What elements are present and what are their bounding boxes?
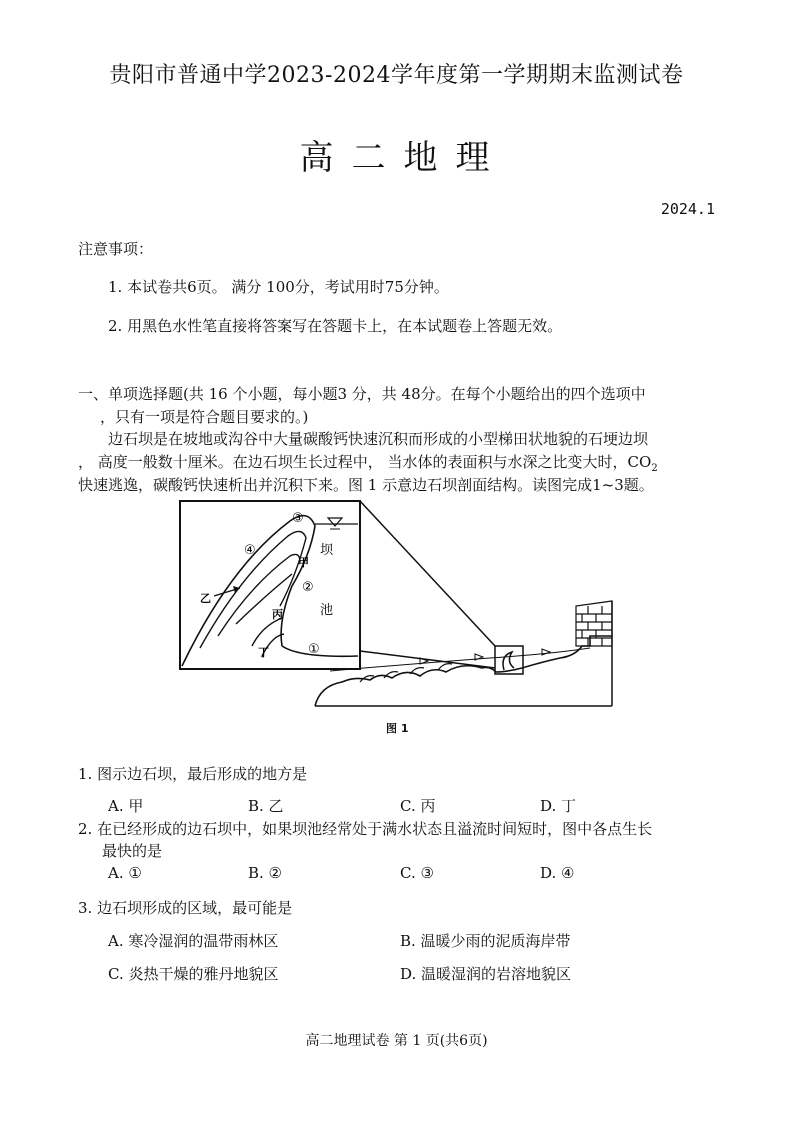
q3-option-b: B. 温暖少雨的泥质海岸带 (400, 932, 571, 950)
q1-stem: 1. 图示边石坝，最后形成的地方是 (78, 765, 308, 783)
notice-item-2: 2. 用黑色水性笔直接将答案写在答题卡上，在本试题卷上答题无效。 (108, 317, 563, 335)
water-level-icon (328, 518, 342, 526)
q3-option-a: A. 寒冷湿润的温带雨林区 (108, 932, 279, 950)
q1-option-b: B. 乙 (248, 797, 284, 815)
figure-1-diagram (170, 496, 620, 736)
q1-option-c: C. 丙 (400, 797, 436, 815)
label-ba: 坝 (320, 543, 334, 558)
q2-option-b: B. ② (248, 864, 283, 882)
q1-option-d: D. 丁 (540, 797, 577, 815)
passage-line-3: 快速逃逸，碳酸钙快速析出并沉积下来。图 1 示意边石坝剖面结构。读图完成1~3题。 (78, 476, 654, 494)
label-chi: 池 (320, 603, 334, 618)
exam-title: 贵阳市普通中学2023-2024学年度第一学期期末监测试卷 (109, 63, 684, 88)
detail-dam-mark (503, 652, 514, 670)
pool-floor (282, 646, 358, 656)
q1-option-a: A. 甲 (108, 797, 144, 815)
notice-heading: 注意事项： (78, 240, 154, 258)
figure-caption: 图 1 (386, 722, 409, 735)
q2-option-c: C. ③ (400, 864, 434, 882)
figure-1 (170, 496, 620, 736)
label-3: ③ (292, 511, 304, 526)
q2-option-d: D. ④ (540, 864, 575, 882)
co2-subscript: 2 (651, 463, 658, 474)
label-yi: 乙 (200, 592, 211, 605)
label-4: ④ (244, 543, 256, 558)
exam-date: 2024.1 (660, 200, 715, 218)
brick-wall (576, 601, 612, 646)
q3-option-c: C. 炎热干燥的雅丹地貌区 (108, 965, 279, 983)
subject-title: 高二地理 (299, 138, 508, 178)
q3-stem: 3. 边石坝形成的区域，最可能是 (78, 899, 293, 917)
label-2: ② (302, 580, 314, 595)
label-ding: 丁 (258, 646, 269, 659)
notice-item-1: 1. 本试卷共6页。 满分 100分，考试用时75分钟。 (108, 278, 449, 296)
passage-line-1: 边石坝是在坡地或沟谷中大量碳酸钙快速沉积而形成的小型梯田状地貌的石埂边坝 (108, 430, 649, 448)
q3-option-d: D. 温暖湿润的岩溶地貌区 (400, 965, 572, 983)
dam-layer-5 (252, 618, 282, 646)
passage-line-2 (78, 451, 658, 474)
q2-option-a: A. ① (108, 864, 142, 882)
projection-line-top (360, 501, 495, 646)
passage-line-2-text: ， 高度一般数十厘米。在边石坝生长过程中， 当水体的表面积与水深之比变大时，CO (78, 453, 652, 471)
label-bing: 丙 (272, 608, 283, 621)
dam-layer-3 (218, 554, 300, 636)
page-footer: 高二地理试卷 第 1 页(共6页) (305, 1033, 488, 1049)
q2-stem-line2: 最快的是 (102, 842, 163, 860)
label-1: ① (308, 642, 320, 657)
section-heading-line1: 一、单项选择题(共 16 个小题，每小题3 分，共 48分。在每个小题给出的四个选项中 (78, 385, 646, 403)
label-jia: 甲 (298, 556, 309, 569)
flow-flag-3 (542, 649, 550, 655)
q2-stem-line1: 2. 在已经形成的边石坝中，如果坝池经常处于满水状态且溢流时间短时，图中各点生长 (78, 820, 653, 838)
section-heading-line2: ，只有一项是符合题目要求的。) (100, 408, 309, 426)
